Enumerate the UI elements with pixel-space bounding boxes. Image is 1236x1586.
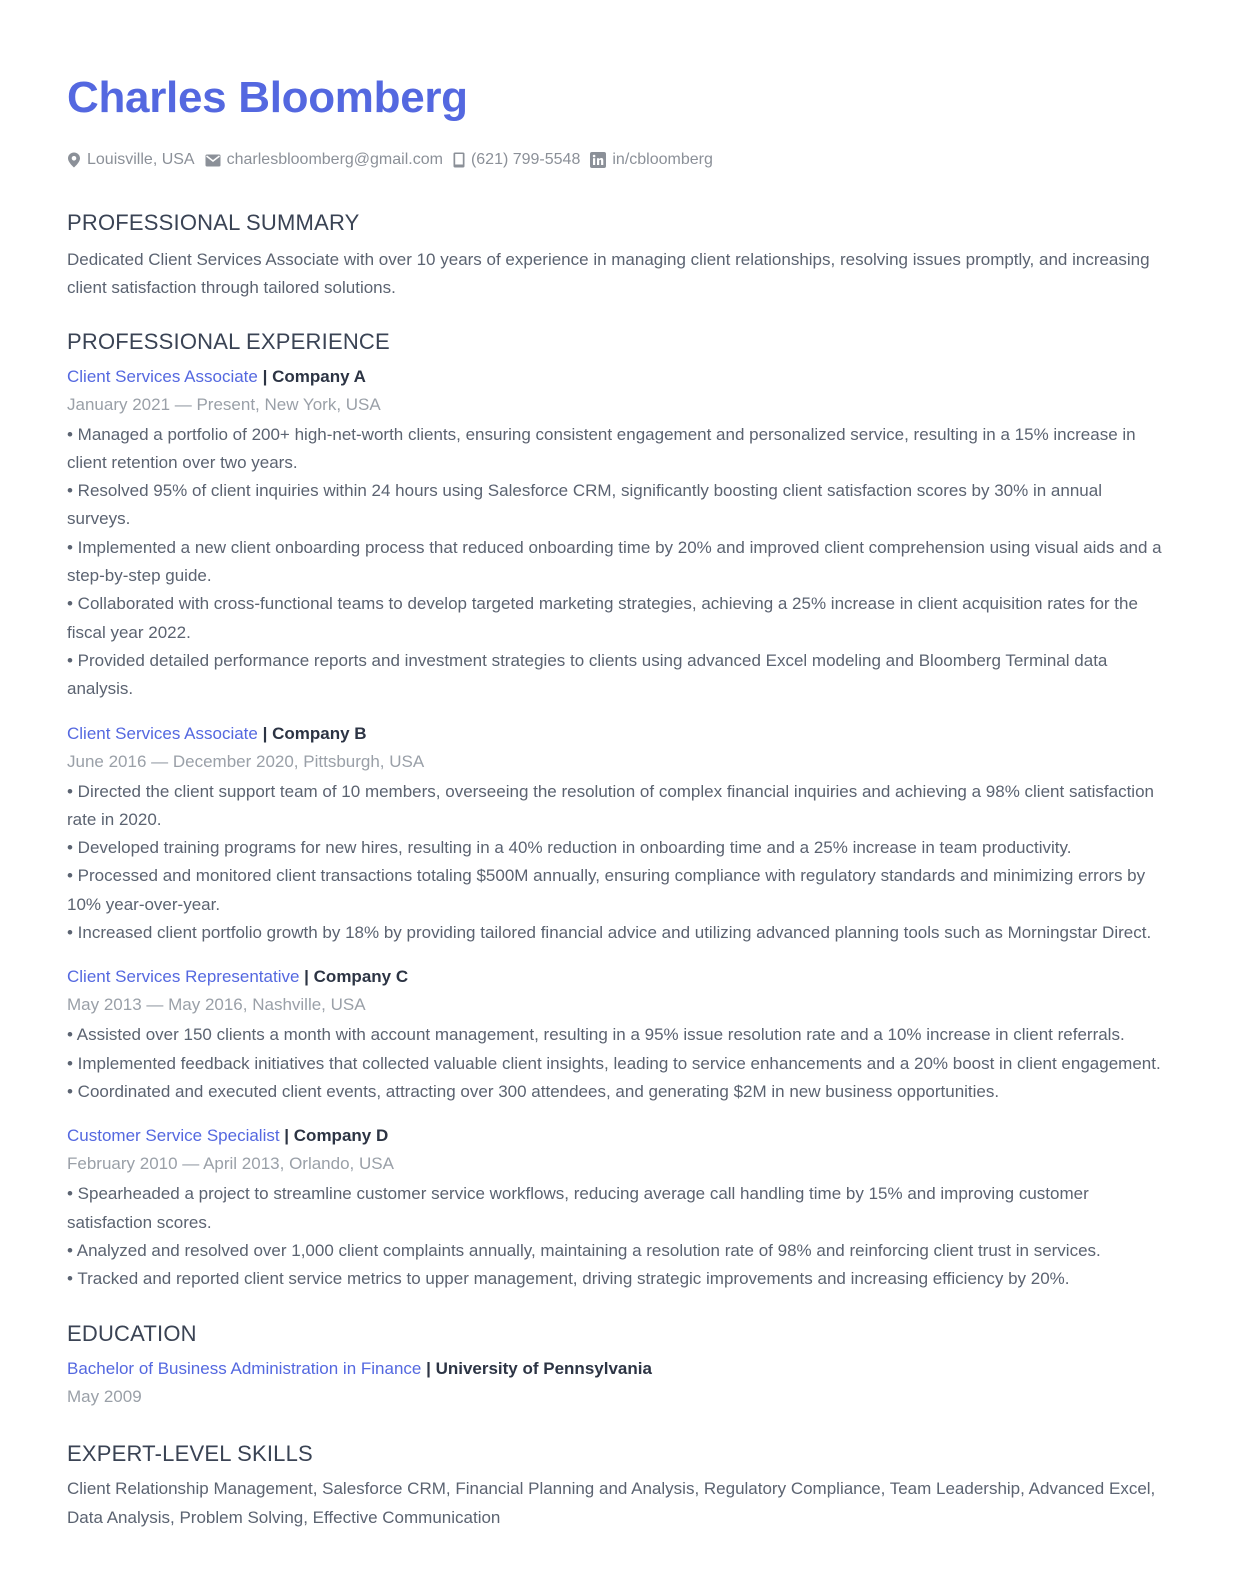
education-heading: EDUCATION [67,1321,197,1347]
job-entry [67,720,1167,948]
job-company: Company D [293,1126,389,1146]
job-bullet: • Resolved 95% of client inquiries within 24 hours using Salesforce CRM, significantly boosting client satisfaction scores by 30% in annual surveys. [67,481,1102,529]
resume-content [67,72,1167,1532]
job-bullet: • Coordinated and executed client events, attracting over 300 attendees, and generating $2M in new business opportunities. [67,1081,1000,1101]
job-entry [67,1122,1167,1293]
job-bullet: • Processed and monitored client transactions totaling $500M annually, ensuring compliance with regulatory standards and minimizing errors by 10% year-over-year. [67,866,1146,914]
job-dates: June 2016 — December 2020, Pittsburgh, USA [67,751,425,771]
school: University of Pennsylvania [435,1359,652,1379]
job-dates: February 2010 — April 2013, Orlando, USA [67,1154,394,1174]
contact-line [67,148,1167,172]
job-role: Client Services Associate [67,723,258,743]
job-role: Client Services Associate [67,366,258,386]
job-separator: | [279,1126,294,1146]
location-text: Louisville, USA [87,151,195,168]
job-company: Company B [272,723,367,743]
job-heading [67,363,1167,391]
job-bullet: • Collaborated with cross-functional teams to develop targeted marketing strategies, achieving a 25% increase in client acquisition rates for the fiscal year 2022. [67,594,1138,642]
skills-text: Client Relationship Management, Salesforce CRM, Financial Planning and Analysis, Regulatory Compliance, Team Leadership, Advanced Excel, Data Analysis, Problem Solving, Effective Communication [67,1479,1156,1527]
job-dates: May 2013 — May 2016, Nashville, USA [67,995,366,1015]
contact-email[interactable] [205,151,443,169]
contact-linkedin[interactable] [590,151,713,169]
job-bullet: • Implemented feedback initiatives that collected valuable client insights, leading to service enhancements and a 20% boost in client engagement. [67,1053,1161,1073]
job-bullets [67,1180,1167,1293]
phone-text[interactable]: (621) 799-5548 [470,151,581,168]
job-heading [67,1122,1167,1150]
education-heading-line [67,1355,1167,1383]
job-dates: January 2021 — Present, New York, USA [67,394,381,414]
summary-text: Dedicated Client Services Associate with over 10 years of experience in managing client relationships, resolving issues promptly, and increasing client satisfaction through tailored solutions. [67,250,1150,298]
job-separator: | [299,967,314,987]
education-separator: | [421,1359,436,1379]
job-bullet: • Developed training programs for new hires, resulting in a 40% reduction in onboarding time and a 25% increase in team productivity. [67,838,1072,858]
job-bullet: • Assisted over 150 clients a month with account management, resulting in a 95% issue resolution rate and a 10% increase in client referrals. [67,1025,1125,1045]
job-bullet: • Implemented a new client onboarding process that reduced onboarding time by 20% and improved client comprehension using visual aids and a step-by-step guide. [67,537,1162,586]
job-bullet: • Managed a portfolio of 200+ high-net-worth clients, ensuring consistent engagement and personalized service, resulting in a 15% increase in client retention over two years. [67,424,1136,472]
linkedin-icon [590,152,606,168]
summary-heading: PROFESSIONAL SUMMARY [67,210,360,235]
job-entry [67,363,1167,704]
mail-icon [205,154,221,167]
location-pin-icon [67,152,81,168]
job-bullets [67,421,1167,704]
job-bullet: • Increased client portfolio growth by 18% by providing tailored financial advice and utilizing advanced planning tools such as Morningstar Direct. [67,923,1152,943]
job-bullet: • Directed the client support team of 10 members, overseeing the resolution of complex financial inquiries and achieving a 98% client satisfaction rate in 2020. [67,781,1154,829]
candidate-name: Charles Bloomberg [67,73,468,122]
job-entry [67,963,1167,1106]
job-bullets [67,778,1167,948]
job-bullet: • Analyzed and resolved over 1,000 client complaints annually, maintaining a resolution rate of 98% and reinforcing client trust in services. [67,1240,1101,1260]
contact-location [67,151,195,169]
education-entry [67,1355,1167,1411]
email-text[interactable]: charlesbloomberg@gmail.com [226,151,443,168]
job-heading [67,963,1167,991]
job-company: Company A [272,366,366,386]
job-bullet: • Spearheaded a project to streamline customer service workflows, reducing average call handling time by 15% and improving customer satisfaction scores. [67,1184,1089,1232]
job-bullet: • Provided detailed performance reports and investment strategies to clients using advanced Excel modeling and Bloomberg Terminal data analysis. [67,650,1108,699]
degree: Bachelor of Business Administration in Finance [67,1359,422,1379]
linkedin-text[interactable]: in/cbloomberg [612,151,713,168]
job-heading [67,720,1167,748]
job-company: Company C [313,967,409,987]
job-separator: | [257,366,273,386]
job-bullets [67,1021,1167,1106]
job-role: Customer Service Specialist [67,1126,280,1146]
job-bullet: • Tracked and reported client service metrics to upper management, driving strategic improvements and increasing efficiency by 20%. [67,1269,1070,1289]
phone-icon [453,152,465,168]
job-role: Client Services Representative [67,967,300,987]
graduation-date: May 2009 [67,1387,142,1407]
contact-phone[interactable] [453,151,580,169]
job-separator: | [257,723,273,743]
experience-heading: PROFESSIONAL EXPERIENCE [67,328,390,354]
skills-heading: EXPERT-LEVEL SKILLS [67,1441,313,1467]
